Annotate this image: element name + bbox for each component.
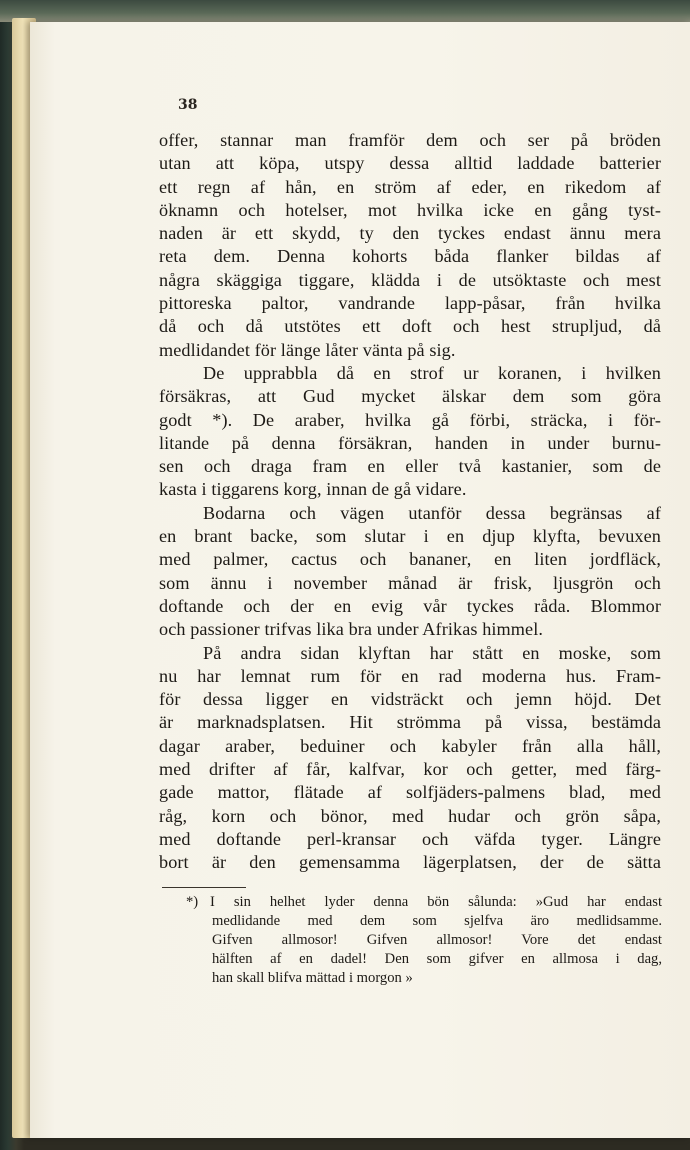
text-line: De upprabbla då en strof ur koranen, i hvilken [203,362,661,383]
page-number: 38 [178,97,198,113]
text-line: med palmer, cactus och bananer, en liten jordfläck, [159,549,661,570]
text-line: bort är den gemensamma lägerplatsen, der de sätta [159,852,661,873]
text-line: medlidandet för länge låter vänta på sig. [159,339,456,360]
text-line: med drifter af får, kalfvar, kor och getter, med färg- [159,759,661,780]
text-line: är marknadsplatsen. Hit strömma på vissa, bestämda [159,712,661,733]
footnote-line: medlidande med dem som sjelfva äro medlidsamme. [212,913,662,929]
footnote [186,893,662,988]
text-line: offer, stannar man framför dem och ser på bröden [159,130,661,150]
text-line: Bodarna och vägen utanför dessa begränsas af [203,502,661,523]
text-line: godt *). De araber, hvilka gå förbi, sträcka, i för- [159,409,661,430]
text-line: en brant backe, som slutar i en djup klyfta, bevuxen [159,526,661,547]
text-line: råg, korn och bönor, med hudar och grön såpa, [159,805,661,826]
text-line: för dessa ligger en vidsträckt och jemn höjd. Det [159,689,661,710]
text-line: dagar araber, beduiner och kabyler från alla håll, [159,735,661,756]
text-line: reta dem. Denna kohorts båda flanker bildas af [159,246,661,267]
footnote-line: hälften af en dadel! Den som gifver en allmosa i dag, [212,951,662,967]
text-line: kasta i tiggarens korg, innan de gå vidare. [159,479,467,500]
text-line: då och då utstötes ett doft och hest strupljud, då [159,316,661,337]
text-line: pittoreska paltor, vandrande lapp-påsar, från hvilka [159,293,661,314]
text-line: försäkras, att Gud mycket älskar dem som göra [159,386,661,407]
footnote-text: I sin helhet lyder denna bön sålunda: »Gud har endast [210,894,662,910]
footnote-line [186,893,662,912]
text-line: litande på denna försäkran, handen in under burnu- [159,432,661,453]
footnote-divider [162,887,246,888]
text-line: öknamn och hotelser, mot hvilka icke en gång tyst- [159,199,661,220]
text-line: naden är ett skydd, ty den tyckes endast ännu mera [159,223,661,244]
text-line: som ännu i november månad är frisk, ljusgrön och [159,572,661,593]
footnote-line: han skall blifva mättad i morgon » [212,970,413,986]
text-line: utan att köpa, utspy dessa alltid laddade batterier [159,153,661,174]
scan-background-top [0,0,690,22]
text-line: några skäggiga tiggare, klädda i de utsöktaste och mest [159,269,661,290]
text-line: med doftande perl-kransar och väfda tyger. Längre [159,828,661,849]
text-line: gade mattor, flätade af solfjäders-palmens blad, med [159,782,661,803]
body-text [159,129,661,875]
text-line: och passioner trifvas lika bra under Afrikas himmel. [159,619,544,640]
text-line: ett regn af hån, en ström af eder, en rikedom af [159,176,661,197]
text-line: På andra sidan klyftan har stått en moske, som [203,642,661,663]
text-line: nu har lemnat rum för en rad moderna hus. Fram- [159,665,661,686]
text-line: doftande och der en evig vår tyckes råda. Blommor [159,595,661,616]
footnote-line: Gifven allmosor! Gifven allmosor! Vore det endast [212,932,662,948]
text-line: sen och draga fram en eller två kastanier, som de [159,456,661,477]
footnote-marker: *) [186,894,199,910]
